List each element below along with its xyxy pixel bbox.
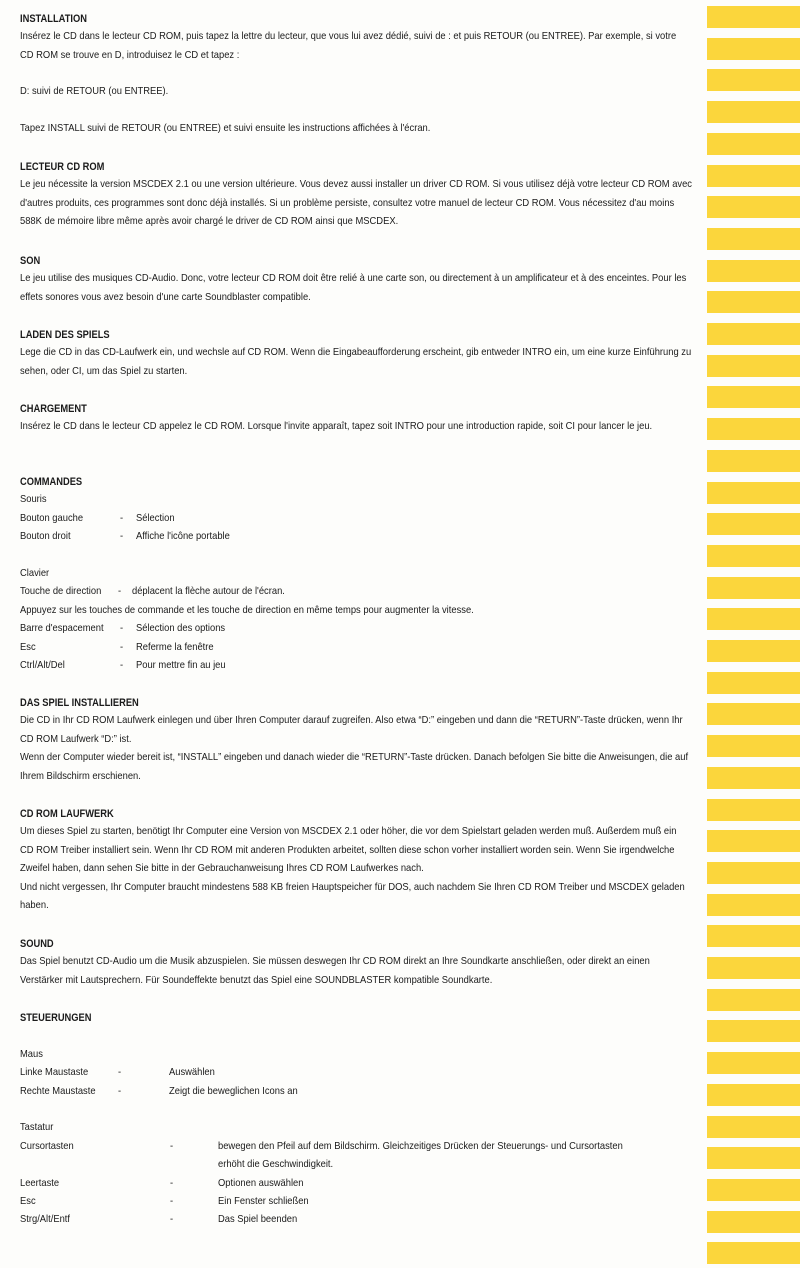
stripe	[707, 1052, 800, 1074]
subheading-clavier: Clavier	[20, 567, 50, 579]
stripe	[707, 355, 800, 377]
stripe	[707, 799, 800, 821]
control-key: Ctrl/Alt/Del	[20, 659, 65, 671]
paragraph: Lege die CD in das CD-Laufwerk ein, und wechsle auf CD ROM. Wenn die Eingabeaufforderung erscheint, gib entweder INTRO ein, um eine kurze Einführung zu sehen, oder CI, um das Spiel zu starten.	[20, 347, 692, 377]
stripe	[707, 69, 800, 91]
control-desc: Pour mettre fin au jeu	[136, 659, 226, 671]
section-heading: LADEN DES SPIELS	[20, 329, 110, 341]
control-desc: Ein Fenster schließen	[218, 1195, 309, 1207]
control-row	[20, 1211, 692, 1229]
control-row	[20, 1193, 692, 1211]
section-heading: DAS SPIEL INSTALLIEREN	[20, 697, 139, 709]
paragraph: Wenn der Computer wieder bereit ist, “INSTALL” eingeben und danach wieder die “RETURN”-Taste drücken. Danach befolgen Sie bitte die Anweisungen, die auf Ihrem Bildschirm erschienen.	[20, 752, 689, 782]
stripe	[707, 1084, 800, 1106]
control-desc: Sélection	[136, 512, 175, 524]
stripe	[707, 577, 800, 599]
section-heading: STEUERUNGEN	[20, 1012, 92, 1024]
control-desc: Optionen auswählen	[218, 1177, 304, 1189]
subheading-tastatur: Tastatur	[20, 1122, 54, 1134]
control-desc: Auswählen	[169, 1067, 215, 1079]
stripe	[707, 703, 800, 725]
section-heading: SOUND	[20, 938, 54, 950]
subheading-souris: Souris	[20, 494, 47, 506]
paragraph: Le jeu utilise des musiques CD-Audio. Donc, votre lecteur CD ROM doit être relié à une carte son, ou directement à un amplificateur et à des enceintes. Pour les effets sonores vous avez besoin d'une carte Soundblaster compatible.	[20, 273, 687, 303]
control-key: Leertaste	[20, 1177, 60, 1189]
control-note: Appuyez sur les touches de commande et les touche de direction en même temps pour augmenter la vitesse.	[20, 604, 474, 616]
control-key: Esc	[20, 641, 36, 653]
control-desc: Sélection des options	[136, 623, 226, 635]
control-dash: -	[170, 1140, 174, 1152]
control-dash: -	[170, 1195, 174, 1207]
paragraph: Um dieses Spiel zu starten, benötigt Ihr Computer eine Version von MSCDEX 2.1 oder höher, die vor dem Spielstart geladen werden muß. Außerdem muß ein CD ROM Treiber installiert sein. Wenn Ihr CD ROM mit anderen Produkten arbeitet, sollten diese schon vorher installiert worden sein. Wenn Sie irgendwelche Zweifel haben, dann sehen Sie bitte in der Gebrauchanweisung Ihres CD ROM Laufwerkes nach.	[20, 826, 677, 875]
stripe	[707, 101, 800, 123]
control-key: Bouton droit	[20, 531, 71, 543]
section-steuerungen	[20, 1009, 692, 1230]
stripe	[707, 989, 800, 1011]
stripe	[707, 1147, 800, 1169]
stripe	[707, 6, 800, 28]
stripe	[707, 608, 800, 630]
section-heading: CHARGEMENT	[20, 403, 87, 415]
control-key: Esc	[20, 1195, 36, 1207]
control-key: Barre d'espacement	[20, 623, 104, 635]
control-row	[20, 528, 692, 546]
paragraph: Insérez le CD dans le lecteur CD appelez le CD ROM. Lorsque l'invite apparaît, tapez soit INTRO pour une introduction rapide, soit CI pour lancer le jeu.	[20, 421, 653, 433]
decorative-stripes	[707, 0, 800, 1268]
control-desc: Zeigt die beweglichen Icons an	[169, 1085, 298, 1097]
paragraph: Le jeu nécessite la version MSCDEX 2.1 ou une version ultérieure. Vous devez aussi installer un driver CD ROM. Si vous utilisez déjà votre lecteur CD ROM avec d'autres produits, ces programmes sont donc déjà installés. Si un problème persiste, consultez votre manuel de lecteur CD ROM. Vous nécessitez d'au moins 588K de mémoire libre même après avoir chargé le driver de CD ROM ainsi que MSCDEX.	[20, 179, 693, 228]
control-desc: Affiche l'icône portable	[136, 531, 230, 543]
paragraph: D: suivi de RETOUR (ou ENTREE).	[20, 86, 169, 98]
section-lecteur-cd-rom	[20, 158, 692, 232]
paragraph: Die CD in Ihr CD ROM Laufwerk einlegen und über Ihren Computer darauf zugreifen. Also etwa “D:” eingeben und dann die “RETURN”-Taste drücken, wenn Ihr CD ROM Laufwerk “D:” ist.	[20, 715, 683, 745]
paragraph: Das Spiel benutzt CD-Audio um die Musik abzuspielen. Sie müssen deswegen Ihr CD ROM direkt an Ihre Soundkarte anschließen, oder direkt an einen Verstärker mit Lautsprechern. Für Soundeffekte benutzt das Spiel eine SOUNDBLASTER kompatible Soundkarte.	[20, 956, 650, 986]
stripe	[707, 1179, 800, 1201]
control-row	[20, 583, 692, 601]
stripe	[707, 133, 800, 155]
section-son	[20, 252, 692, 307]
control-desc: déplacent la flèche autour de l'écran.	[132, 586, 285, 598]
control-row	[20, 1083, 692, 1101]
control-row	[20, 1064, 692, 1082]
section-heading: INSTALLATION	[20, 13, 87, 25]
control-row	[20, 657, 692, 675]
stripe	[707, 482, 800, 504]
control-dash: -	[120, 623, 124, 635]
paragraph: Insérez le CD dans le lecteur CD ROM, puis tapez la lettre du lecteur, que vous lui avez dédié, suivi de : et puis RETOUR (ou ENTREE). Par exemple, si votre CD ROM se trouve en D, introduisez le CD et tapez :	[20, 31, 677, 61]
paragraph: Tapez INSTALL suivi de RETOUR (ou ENTREE) et suivi ensuite les instructions affichées à l'écran.	[20, 122, 431, 134]
control-dash: -	[120, 641, 124, 653]
stripe	[707, 260, 800, 282]
control-row	[20, 620, 692, 638]
stripe	[707, 38, 800, 60]
control-desc: Referme la fenêtre	[136, 641, 214, 653]
control-key: Linke Maustaste	[20, 1067, 89, 1079]
section-installation	[20, 10, 692, 138]
control-dash: -	[170, 1177, 174, 1189]
control-key: Cursortasten	[20, 1140, 74, 1152]
stripe	[707, 894, 800, 916]
section-commandes	[20, 473, 692, 675]
stripe	[707, 1242, 800, 1264]
paragraph: Und nicht vergessen, Ihr Computer braucht mindestens 588 KB freien Hauptspeicher für DOS, auch nachdem Sie Ihren CD ROM Treiber und MSCDEX geladen haben.	[20, 881, 685, 912]
section-heading: CD ROM LAUFWERK	[20, 808, 114, 820]
section-cd-rom-laufwerk	[20, 805, 692, 915]
stripe	[707, 418, 800, 440]
control-desc: erhöht die Geschwindigkeit.	[218, 1159, 334, 1171]
stripe	[707, 513, 800, 535]
stripe	[707, 196, 800, 218]
stripe	[707, 957, 800, 979]
control-dash: -	[118, 586, 122, 598]
stripe	[707, 1020, 800, 1042]
stripe	[707, 545, 800, 567]
stripe	[707, 228, 800, 250]
stripe	[707, 640, 800, 662]
stripe	[707, 323, 800, 345]
stripe	[707, 450, 800, 472]
stripe	[707, 291, 800, 313]
section-heading: LECTEUR CD ROM	[20, 161, 105, 173]
control-row	[20, 1175, 692, 1193]
control-row	[20, 639, 692, 657]
control-dash: -	[118, 1067, 122, 1079]
control-key: Bouton gauche	[20, 512, 84, 524]
section-chargement	[20, 400, 692, 437]
control-desc: Das Spiel beenden	[218, 1214, 298, 1226]
subheading-maus: Maus	[20, 1048, 43, 1060]
control-row	[20, 510, 692, 528]
section-heading: COMMANDES	[20, 476, 83, 488]
stripe	[707, 165, 800, 187]
control-key: Rechte Maustaste	[20, 1085, 96, 1097]
stripe	[707, 672, 800, 694]
control-desc: bewegen den Pfeil auf dem Bildschirm. Gleichzeitiges Drücken der Steuerungs- und Cursortasten	[218, 1140, 623, 1152]
stripe	[707, 386, 800, 408]
stripe	[707, 862, 800, 884]
stripe	[707, 735, 800, 757]
control-dash: -	[118, 1085, 122, 1097]
control-dash: -	[170, 1214, 174, 1226]
control-dash: -	[120, 531, 124, 543]
stripe	[707, 767, 800, 789]
control-row	[20, 1138, 692, 1156]
control-dash: -	[120, 512, 124, 524]
stripe	[707, 830, 800, 852]
section-sound	[20, 935, 692, 990]
stripe	[707, 1116, 800, 1138]
stripe	[707, 925, 800, 947]
section-das-spiel-installieren	[20, 694, 692, 786]
control-dash: -	[120, 659, 124, 671]
section-heading: SON	[20, 255, 41, 267]
control-key: Touche de direction	[20, 586, 102, 598]
stripe	[707, 1211, 800, 1233]
section-laden-des-spiels	[20, 326, 692, 381]
control-key: Strg/Alt/Entf	[20, 1214, 71, 1226]
